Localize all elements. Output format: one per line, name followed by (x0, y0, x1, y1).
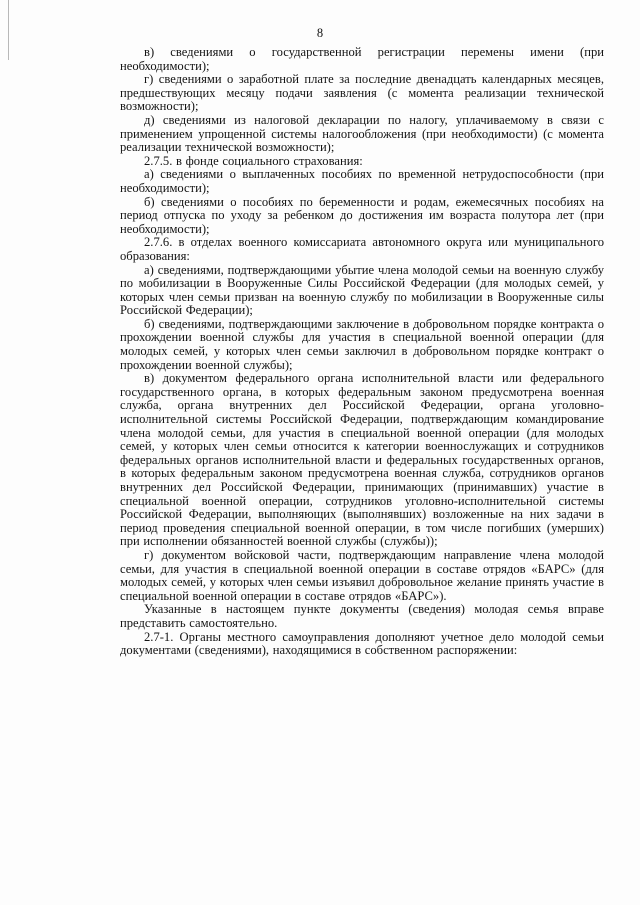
paragraph-a-mobilization: а) сведениями, подтверждающими убытие члена молодой семьи на военную службу по мобилизации в Вооруженные Силы Российской Федерации (для молодых семей, у которых член семьи призван на военную службу по мобилизации в Вооруженные силы Российской Федерации); (120, 262, 604, 318)
section-2-7-5-heading: 2.7.5. в фонде социального страхования: (144, 153, 363, 168)
paragraph-b-maternity-benefits: б) сведениями о пособиях по беременности и родам, ежемесячных пособиях на период отпуска по уходу за ребенком до достижения им возраста полутора лет (при необходимости); (120, 194, 604, 236)
paragraph-self-submission: Указанные в настоящем пункте документы (сведения) молодая семья вправе представить самостоятельно. (120, 602, 604, 630)
paragraph-v-federal-document: в) документом федерального органа исполнительной власти или федерального государственного органа, в которых федеральным законом предусмотрена военная служба, органа внутренних дел Российской Федерации, органа уголовно-исполнительной системы Российской Федерации, подтверждающим командирование члена молодой семьи, для участия в специальной военной операции (для молодых семей, у которых член семьи относится к категории военнослужащих и сотрудников федеральных органов исполнительной власти и федеральных государственных органов, в которых федеральным законом предусмотрена военная служба, сотрудников органов внутренних дел Российской Федерации, принимающих (принимавших) участие в специальной военной операции, сотрудников уголовно-исполнительной системы Российской Федерации, выполняющих (выполнявших) возложенные на них задачи в период проведения специальной военной операции, в том числе погибших (умерших) при исполнении обязанностей военной службы (службы)); (120, 371, 604, 549)
page-number: 8 (316, 26, 324, 40)
section-2-7-1-heading: 2.7-1. Органы местного самоуправления дополняют учетное дело молодой семьи документами (сведениями), находящимися в собственном распоряжении: (120, 629, 604, 658)
paragraph-v-name-change: в) сведениями о государственной регистрации перемены имени (при необходимости); (120, 45, 604, 73)
paragraph-g-salary: г) сведениями о заработной плате за последние двенадцать календарных месяцев, предшествующих месяцу подачи заявления (с момента реализации технической возможности); (120, 72, 604, 114)
paragraph-g-military-unit: г) документом войсковой части, подтверждающим направление члена молодой семьи, для участия в специальной военной операции в составе отрядов «БАРС» (для молодых семей, у которых член семьи изъявил добровольное желание принять участие в специальной военной операции в составе отрядов «БАРС»). (120, 547, 604, 603)
document-body (120, 46, 604, 658)
paragraph-d-tax-declaration: д) сведениями из налоговой декларации по налогу, уплачиваемому в связи с применением упрощенной системы налогообложения (при необходимости) (с момента реализации технической возможности); (120, 112, 604, 155)
section-2-7-6-heading: 2.7.6. в отделах военного комиссариата автономного округа или муниципального образования: (120, 235, 604, 263)
paragraph-b-contract: б) сведениями, подтверждающими заключение в добровольном порядке контракта о прохождении военной службы для участия в специальной военной операции (для молодых семей, у которых член семьи заключил в добровольном порядке контракт о прохождении военной службы); (120, 316, 604, 372)
paragraph-a-sick-benefits: а) сведениями о выплаченных пособиях по временной нетрудоспособности (при необходимости); (120, 167, 604, 195)
